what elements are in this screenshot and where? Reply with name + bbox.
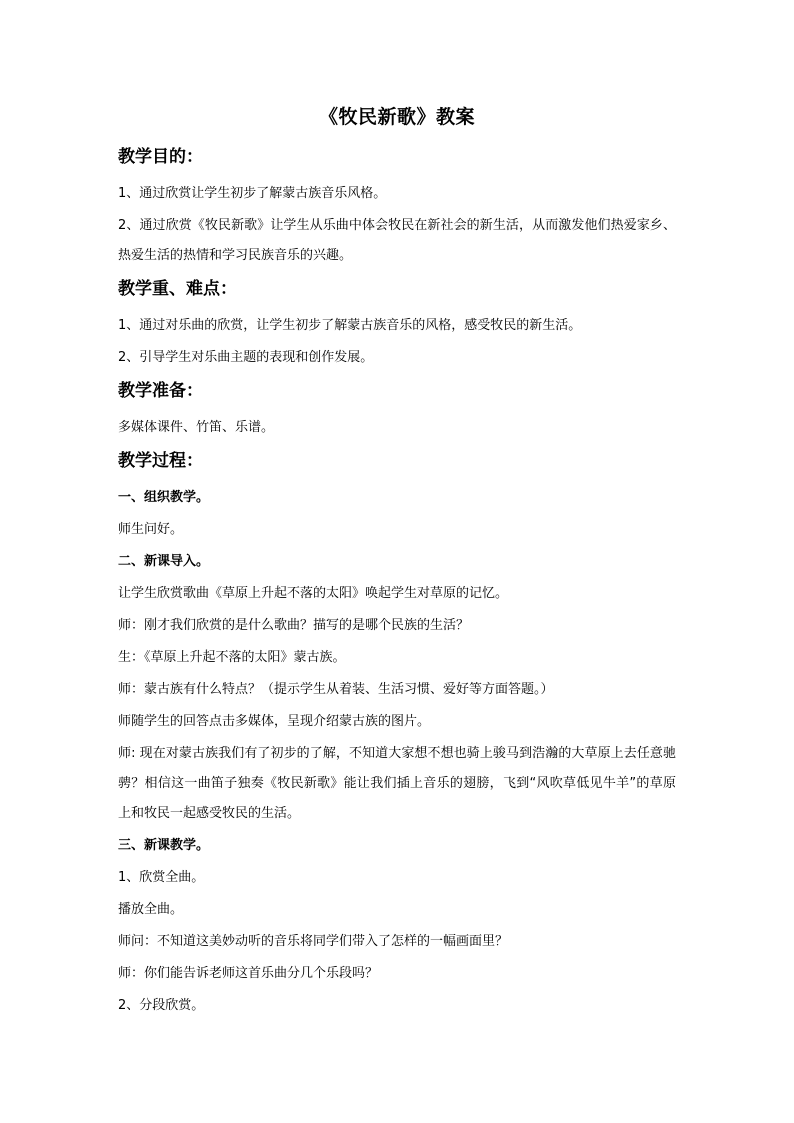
key-point-item-2: 2、引导学生对乐曲主题的表现和创作发展。 [118,350,374,365]
document-title: 《牧民新歌》教案 [318,106,475,128]
preparation-text: 多媒体课件、竹笛、乐谱。 [118,420,275,435]
process-section-3-line-4: 师：你们能告诉老师这首乐曲分几个乐段吗？ [118,966,379,981]
process-section-3-line-2: 播放全曲。 [118,902,184,917]
objective-item-2: 2、通过欣赏《牧民新歌》让学生从乐曲中体会牧民在新社会的新生活，从而激发他们热爱家乡、热爱生活的热情和学习民族音乐的兴趣。 [118,218,676,263]
process-section-2-line-3: 生：《草原上升起不落的太阳》蒙古族。 [118,650,346,665]
process-section-2-line-4: 师：蒙古族有什么特点？（提示学生从着装、生活习惯、爱好等方面答题。） [118,682,554,697]
process-section-3-line-3: 师问：不知道这美妙动听的音乐将同学们带入了怎样的一幅画面里？ [118,934,509,949]
process-section-1-title: 一、组织教学。 [118,490,210,505]
process-section-2-title: 二、新课导入。 [118,554,210,569]
process-section-2-line-2: 师：刚才我们欣赏的是什么歌曲？描写的是哪个民族的生活？ [118,618,470,633]
process-section-3-line-5: 2、分段欣赏。 [118,998,205,1013]
process-section-1-line-1: 师生问好。 [118,522,184,537]
process-section-3-title: 三、新课教学。 [118,838,210,853]
objectives-heading: 教学目的： [118,147,203,167]
process-section-3-line-1: 1、欣赏全曲。 [118,870,205,885]
process-heading: 教学过程： [118,451,203,471]
process-section-2-line-6: 师: 现在对蒙古族我们有了初步的了解，不知道大家想不想也骑上骏马到浩瀚的大草原上去任意驰骋？相信这一曲笛子独奏《牧民新歌》能让我们插上音乐的翅膀，飞到“风吹草低见牛羊”的草原上和牧民一起感受牧民的生活。 [118,746,676,821]
key-point-item-1: 1、通过对乐曲的欣赏，让学生初步了解蒙古族音乐的风格，感受牧民的新生活。 [118,318,582,333]
preparation-heading: 教学准备： [118,381,203,401]
objective-item-1: 1、通过欣赏让学生初步了解蒙古族音乐风格。 [118,186,387,201]
key-points-heading: 教学重、难点： [118,279,237,299]
process-section-2-line-5: 师随学生的回答点击多媒体，呈现介绍蒙古族的图片。 [118,714,431,729]
process-section-2-line-1: 让学生欣赏歌曲《草原上升起不落的太阳》唤起学生对草原的记忆。 [118,586,509,601]
